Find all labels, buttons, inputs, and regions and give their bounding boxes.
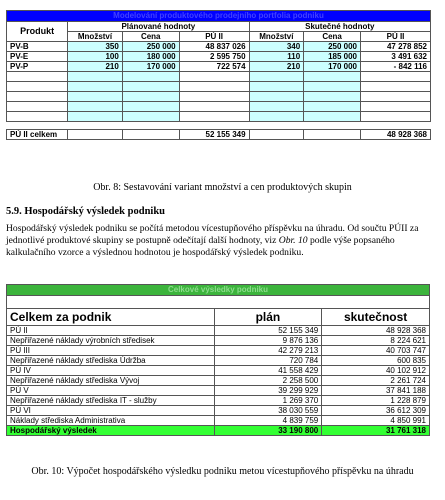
table-row: Náklady střediska Administrativa 4 839 759 4 850 991 [7, 416, 430, 426]
column-header-actual: skutečnost [322, 309, 430, 326]
input-cell[interactable]: 110 [249, 52, 304, 62]
subheader-pu: PÚ II [179, 32, 249, 42]
total-row [7, 130, 431, 140]
input-cell[interactable]: 170 000 [122, 62, 179, 72]
table-row: Nepřiřazené náklady výrobních středisek 9 876 136 8 224 621 [7, 336, 430, 346]
section-heading: 5.9. Hospodářský výsledek podniku [6, 206, 166, 217]
row-label: PV-P [7, 62, 68, 72]
table-row: PÚ IV 41 558 429 40 102 912 [7, 366, 430, 376]
empty-row [7, 112, 431, 122]
result-row [7, 426, 430, 436]
input-cell[interactable]: 185 000 [304, 52, 361, 62]
subheader-quantity: Množství [249, 32, 304, 42]
planned-header: Plánované hodnoty [68, 22, 249, 32]
input-cell[interactable]: 350 [68, 42, 123, 52]
result-plan: 33 190 800 [214, 426, 322, 436]
table-row: Nepřiřazené náklady střediska Údržba 720 784 600 835 [7, 356, 430, 366]
actual-header: Skutečné hodnoty [249, 22, 430, 32]
input-cell[interactable]: 170 000 [304, 62, 361, 72]
input-cell[interactable]: 250 000 [122, 42, 179, 52]
table-row: PÚ V 39 299 929 37 841 188 [7, 386, 430, 396]
value-cell: 3 491 632 [361, 52, 431, 62]
paragraph: Hospodářský výsledek podniku se počítá metodou vícestupňového příspěvku na úhradu. Od součtu PÚII za jednotlivé produktové skupiny se postupně odečítají další hodnoty, viz Obr. 10 podle výše popsaného kalkulačního vzorce a výslednou hodnotou je hospodářský výsledek podniku. [6, 223, 419, 258]
empty-row [7, 82, 431, 92]
table-row: Nepřiřazené náklady střediska IT - služby 1 269 370 1 228 879 [7, 396, 430, 406]
input-cell[interactable]: 340 [249, 42, 304, 52]
value-cell: - 842 116 [361, 62, 431, 72]
figure-reference: Obr. 10 [278, 235, 308, 246]
result-label: Hospodářský výsledek [7, 426, 215, 436]
product-portfolio-table [6, 10, 431, 140]
table-banner: Modelování produktového prodejního portfolia podniku [7, 11, 431, 22]
table-banner: Celkové výsledky podniku [7, 285, 430, 296]
row-label: PV-E [7, 52, 68, 62]
table-row: PÚ III 42 279 213 40 703 747 [7, 346, 430, 356]
subheader-quantity: Množství [68, 32, 123, 42]
empty-row [7, 102, 431, 112]
table-row: PÚ VI 38 030 559 36 612 309 [7, 406, 430, 416]
column-header-plan: plán [214, 309, 322, 326]
input-cell[interactable]: 180 000 [122, 52, 179, 62]
table-row: Nepřiřazené náklady střediska Vývoj 2 258 500 2 261 724 [7, 376, 430, 386]
table-row [7, 62, 431, 72]
input-cell[interactable]: 210 [68, 62, 123, 72]
empty-row [7, 92, 431, 102]
subheader-pu: PÚ II [361, 32, 431, 42]
figure-caption: Obr. 8: Sestavování variant množství a cen produktových skupin [93, 182, 352, 193]
results-table [6, 284, 430, 436]
total-label: PÚ II celkem [7, 130, 68, 140]
column-header-product: Produkt [7, 22, 68, 42]
table-row [7, 52, 431, 62]
table-row [7, 42, 431, 52]
row-label: PV-B [7, 42, 68, 52]
input-cell[interactable]: 100 [68, 52, 123, 62]
total-plan: 52 155 349 [179, 130, 249, 140]
subheader-price: Cena [122, 32, 179, 42]
figure-caption: Obr. 10: Výpočet hospodářského výsledku podniku metou vícestupňového příspěvku na úhradu [31, 466, 414, 477]
total-actual: 48 928 368 [361, 130, 431, 140]
value-cell: 722 574 [179, 62, 249, 72]
result-actual: 31 761 318 [322, 426, 430, 436]
input-cell[interactable]: 210 [249, 62, 304, 72]
input-cell[interactable]: 250 000 [304, 42, 361, 52]
subheader-price: Cena [304, 32, 361, 42]
value-cell: 48 837 026 [179, 42, 249, 52]
table-row: PÚ II 52 155 349 48 928 368 [7, 326, 430, 336]
column-header-total: Celkem za podnik [7, 309, 215, 326]
value-cell: 47 278 852 [361, 42, 431, 52]
empty-row [7, 72, 431, 82]
value-cell: 2 595 750 [179, 52, 249, 62]
